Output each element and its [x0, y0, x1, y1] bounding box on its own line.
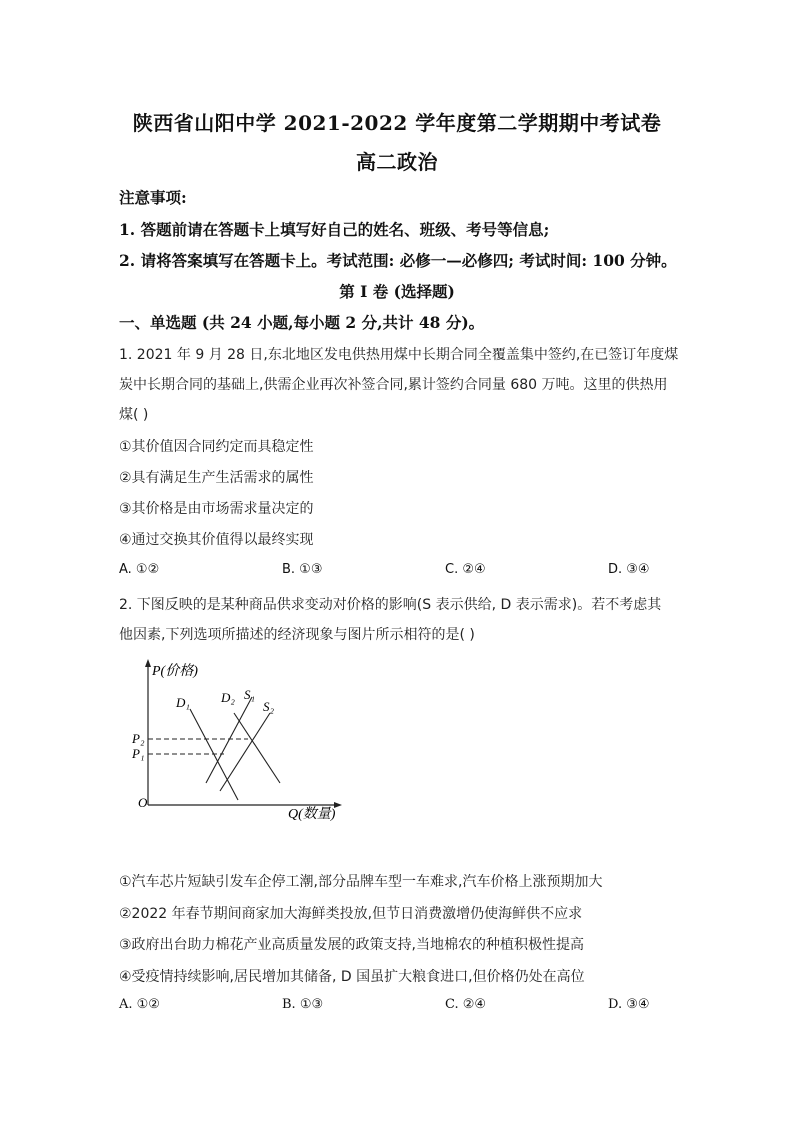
series-label-s1: S₁ [244, 687, 256, 702]
note-item: 1. 答题前请在答题卡上填写好自己的姓名、班级、考号等信息; [119, 220, 550, 239]
q2-statement: ①汽车芯片短缺引发车企停工潮,部分品牌车型一车难求,汽车价格上涨预期加大 [119, 874, 603, 890]
supply-line-s1 [206, 697, 252, 783]
volume-heading: 第 I 卷 (选择题) [339, 282, 455, 301]
supply-line-s2 [220, 713, 270, 791]
x-axis-label: Q(数量) [288, 807, 336, 822]
p2-tick-label: P₂ [132, 731, 145, 746]
q1-option-d: D. ③④ [608, 562, 650, 577]
q1-statement: ②具有满足生产生活需求的属性 [119, 470, 314, 486]
series-label-d2: D₂ [221, 690, 235, 705]
q1-stem-line: 煤( ) [119, 407, 149, 423]
supply-demand-chart [120, 655, 360, 835]
demand-line-d2 [234, 713, 280, 783]
q1-statement: ④通过交换其价值得以最终实现 [119, 532, 314, 548]
series-label-s2: S₂ [263, 699, 275, 714]
q1-stem-line: 炭中长期合同的基础上,供需企业再次补签合同,累计签约合同量 680 万吨。这里的供热用 [119, 377, 668, 393]
q2-option-a: A. ①② [119, 997, 160, 1012]
q2-stem-line: 2. 下图反映的是某种商品供求变动对价格的影响(S 表示供给, D 表示需求)。若不考虑其 [119, 597, 662, 613]
origin-label: O [138, 795, 148, 810]
note-item: 2. 请将答案填写在答题卡上。考试范围: 必修一—必修四; 考试时间: 100 分钟。 [119, 251, 677, 270]
q2-statement: ④受疫情持续影响,居民增加其储备, D 国虽扩大粮食进口,但价格仍处在高位 [119, 969, 585, 985]
q2-option-b: B. ①③ [282, 997, 324, 1012]
q1-option-c: C. ②④ [445, 562, 486, 577]
notes-heading: 注意事项: [119, 188, 187, 207]
q1-statement: ③其价格是由市场需求量决定的 [119, 501, 314, 517]
exam-title: 陕西省山阳中学 2021-2022 学年度第二学期期中考试卷 [132, 111, 662, 135]
q1-statement: ①其价值因合同约定而具稳定性 [119, 439, 314, 455]
q1-option-b: B. ①③ [282, 562, 323, 577]
series-label-d1: D₁ [176, 695, 190, 710]
q1-stem-line: 1. 2021 年 9 月 28 日,东北地区发电供热用煤中长期合同全覆盖集中签约,在已签订年度煤 [119, 347, 679, 363]
q2-option-d: D. ③④ [608, 997, 650, 1012]
p1-tick-label: P₁ [132, 746, 145, 761]
q2-statement: ③政府出台助力棉花产业高质量发展的政策支持,当地棉农的种植积极性提高 [119, 937, 584, 953]
q2-stem-line: 他因素,下列选项所描述的经济现象与图片所示相符的是( ) [119, 627, 475, 643]
y-axis-arrow [145, 659, 151, 667]
exam-subject: 高二政治 [356, 150, 438, 174]
q2-option-c: C. ②④ [445, 997, 487, 1012]
q2-statement: ②2022 年春节期间商家加大海鲜类投放,但节日消费激增仍使海鲜供不应求 [119, 906, 583, 922]
section-title: 一、单选题 (共 24 小题,每小题 2 分,共计 48 分)。 [119, 313, 485, 332]
y-axis-label: P(价格) [152, 664, 198, 679]
q1-option-a: A. ①② [119, 562, 160, 577]
